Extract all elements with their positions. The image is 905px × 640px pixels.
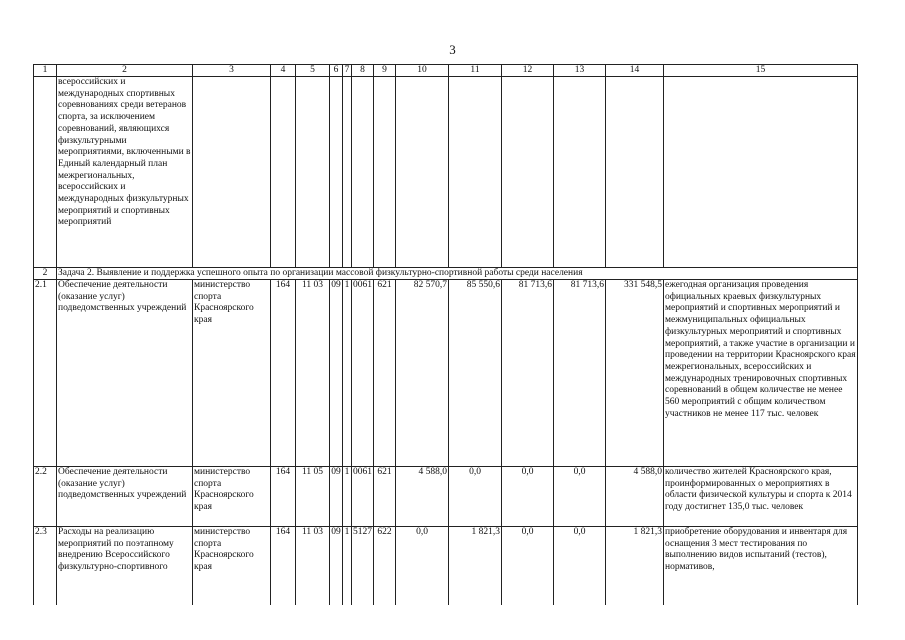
amount-year-2: 85 550,6: [449, 280, 502, 467]
amount-year-3: 0,0: [502, 467, 554, 527]
code-grbs: 164: [271, 467, 296, 527]
row-number: 2.2: [34, 467, 57, 527]
measure-name: Обеспечение деятельности (оказание услуг) подведомственных учреждений: [57, 280, 193, 467]
amount-total: 4 588,0: [606, 467, 664, 527]
measure-name: Расходы на реализацию мероприятий по поэтапному внедрению Всероссийского физкультурно-спортивного: [57, 527, 193, 605]
header-cell: 12: [502, 65, 554, 77]
amount-year-4: 0,0: [554, 467, 606, 527]
code-rzpr: 11 03: [296, 280, 330, 467]
code-rzpr: 11 05: [296, 467, 330, 527]
code-grbs: 164: [271, 527, 296, 605]
table-row: [34, 280, 858, 467]
code-csr: 5127: [352, 527, 374, 605]
code-csr: 0061: [352, 280, 374, 467]
amount-year-3: 0,0: [502, 527, 554, 605]
header-cell: 5: [296, 65, 330, 77]
row-number: 2.1: [34, 280, 57, 467]
amount-year-4: 81 713,6: [554, 280, 606, 467]
amount-year-1: 0,0: [396, 527, 449, 605]
amount-total: 331 548,5: [606, 280, 664, 467]
row-number: [34, 77, 57, 268]
amount-year-3: 81 713,6: [502, 280, 554, 467]
table-row: [34, 467, 858, 527]
header-cell: 4: [271, 65, 296, 77]
task-row: [34, 268, 858, 280]
amount-year-4: 0,0: [554, 527, 606, 605]
header-cell: 13: [554, 65, 606, 77]
code-csr: 0061: [352, 467, 374, 527]
measure-name: всероссийских и международных спортивных соревнованиях среди ветеранов спорта, за исключением соревнований, являющихся физкультурными мероприятиями, включенными в Единый календарный план межрегиональных, всероссийских и международных физкультурных мероприятий и спортивных мероприятий: [57, 77, 193, 268]
expected-result: количество жителей Красноярского края, проинформированных о мероприятиях в области физической культуры и спорта к 2014 году достигнет 135,0 тыс. человек: [664, 467, 858, 527]
code-sub: 1: [343, 280, 352, 467]
code-grbs: 164: [271, 280, 296, 467]
task-number: 2: [34, 268, 57, 280]
agency: министерство спорта Красноярского края: [193, 527, 271, 605]
agency: министерство спорта Красноярского края: [193, 467, 271, 527]
header-cell: 8: [352, 65, 374, 77]
task-title: Задача 2. Выявление и поддержка успешного опыта по организации массовой физкультурно-спортивной работы среди населения: [57, 268, 858, 280]
header-row: [34, 65, 858, 77]
header-cell: 6: [330, 65, 343, 77]
measure-name: Обеспечение деятельности (оказание услуг) подведомственных учреждений: [57, 467, 193, 527]
code-vr: 622: [374, 527, 396, 605]
amount-year-1: 82 570,7: [396, 280, 449, 467]
header-cell: 7: [343, 65, 352, 77]
page-number: 3: [449, 42, 456, 57]
code-vr: 621: [374, 467, 396, 527]
amount-year-2: 1 821,3: [449, 527, 502, 605]
expected-result: приобретение оборудования и инвентаря для оснащения 3 мест тестирования по выполнению видов испытаний (тестов), нормативов,: [664, 527, 858, 605]
expected-result: ежегодная организация проведения официальных краевых физкультурных мероприятий и спортивных мероприятий и межмуниципальных официальных физкультурных мероприятий и спортивных мероприятий, а также участие в организации и проведении на территории Красноярского края межрегиональных, всероссийских и международных тренировочных спортивных соревнований в общем количестве не менее 560 мероприятий с общим количеством участников не менее 117 тыс. человек: [664, 280, 858, 467]
amount-total: 1 821,3: [606, 527, 664, 605]
header-cell: 1: [34, 65, 57, 77]
header-cell: 11: [449, 65, 502, 77]
row-number: 2.3: [34, 527, 57, 605]
code-program: 09: [330, 467, 343, 527]
header-cell: 2: [57, 65, 193, 77]
program-table: [33, 64, 858, 605]
code-sub: 1: [343, 527, 352, 605]
code-rzpr: 11 03: [296, 527, 330, 605]
code-sub: 1: [343, 467, 352, 527]
header-cell: 15: [664, 65, 858, 77]
code-program: 09: [330, 280, 343, 467]
amount-year-1: 4 588,0: [396, 467, 449, 527]
amount-year-2: 0,0: [449, 467, 502, 527]
code-program: 09: [330, 527, 343, 605]
table-row: [34, 527, 858, 605]
header-cell: 3: [193, 65, 271, 77]
header-cell: 14: [606, 65, 664, 77]
continuation-row: [34, 77, 858, 268]
header-cell: 9: [374, 65, 396, 77]
header-cell: 10: [396, 65, 449, 77]
code-vr: 621: [374, 280, 396, 467]
agency: министерство спорта Красноярского края: [193, 280, 271, 467]
